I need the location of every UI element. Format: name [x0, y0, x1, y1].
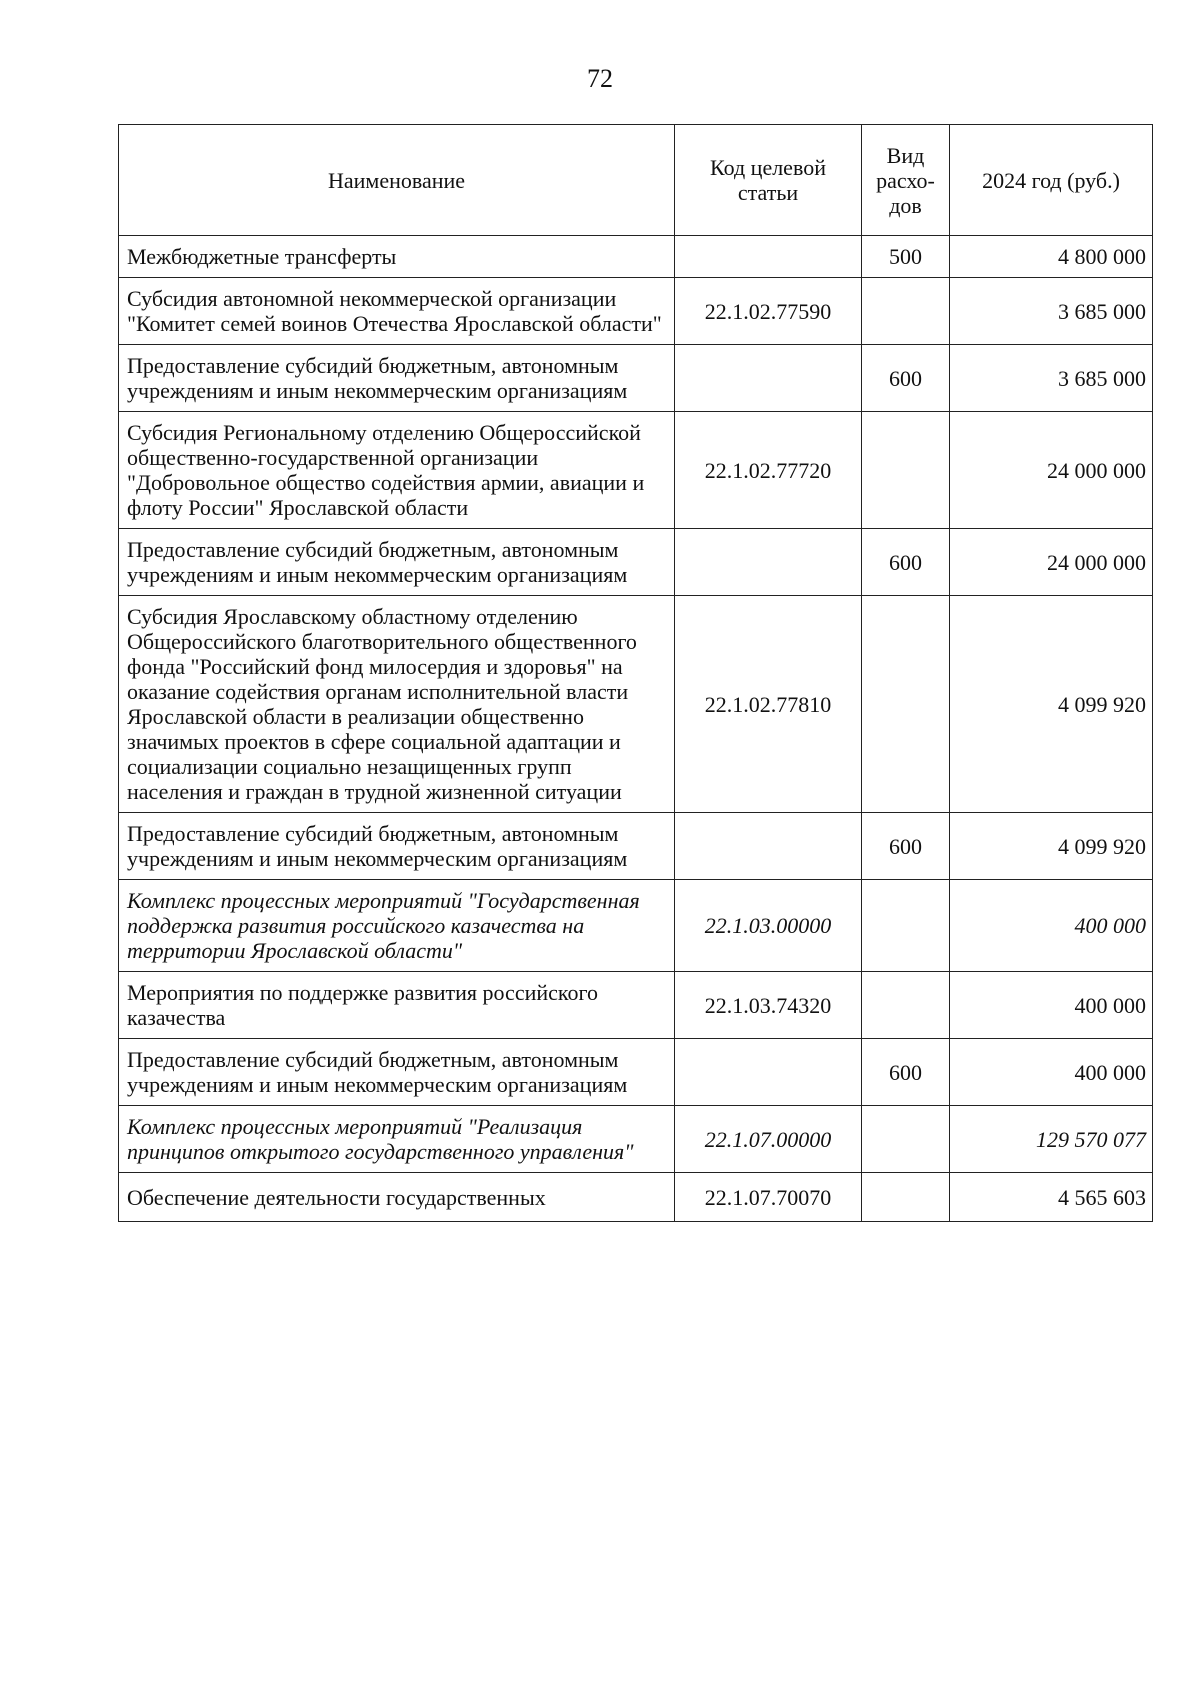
- row-name: Субсидия Ярославскому областному отделению Общероссийского благотворительного общественного фонда "Российский фонд милосердия и здоровья" на оказание содействия органам исполнительной власти Ярославской области в реализации общественно значимых проектов в сфере социальной адаптации и социализации социально незащищенных групп населения и граждан в трудной жизненной ситуации: [119, 596, 675, 813]
- row-code: 22.1.07.70070: [675, 1173, 862, 1222]
- row-kind: 600: [862, 813, 950, 880]
- row-kind: [862, 880, 950, 972]
- table-row: [119, 236, 1153, 278]
- row-name: Предоставление субсидий бюджетным, автономным учреждениям и иным некоммерческим организациям: [119, 1039, 675, 1106]
- row-code: 22.1.03.74320: [675, 972, 862, 1039]
- row-code: [675, 345, 862, 412]
- row-name: Предоставление субсидий бюджетным, автономным учреждениям и иным некоммерческим организациям: [119, 813, 675, 880]
- row-amount: 4 099 920: [950, 813, 1153, 880]
- row-kind: 600: [862, 1039, 950, 1106]
- row-kind: 600: [862, 345, 950, 412]
- table-header: [119, 125, 1153, 236]
- row-name: Обеспечение деятельности государственных: [119, 1173, 675, 1222]
- row-kind: [862, 596, 950, 813]
- row-code: 22.1.07.00000: [675, 1106, 862, 1173]
- row-kind: 600: [862, 529, 950, 596]
- row-code: [675, 236, 862, 278]
- row-name: Предоставление субсидий бюджетным, автономным учреждениям и иным некоммерческим организациям: [119, 345, 675, 412]
- row-amount: 24 000 000: [950, 529, 1153, 596]
- header-amount: 2024 год (руб.): [950, 125, 1153, 236]
- row-name: Комплекс процессных мероприятий "Реализация принципов открытого государственного управления": [119, 1106, 675, 1173]
- table-body: [119, 236, 1153, 1222]
- row-code: [675, 1039, 862, 1106]
- row-code: 22.1.03.00000: [675, 880, 862, 972]
- table-row: [119, 813, 1153, 880]
- table-row: [119, 596, 1153, 813]
- row-amount: 4 099 920: [950, 596, 1153, 813]
- header-row: [119, 125, 1153, 236]
- row-amount: 400 000: [950, 1039, 1153, 1106]
- header-name: Наименование: [119, 125, 675, 236]
- row-amount: 129 570 077: [950, 1106, 1153, 1173]
- row-amount: 24 000 000: [950, 412, 1153, 529]
- row-name: Субсидия автономной некоммерческой организации "Комитет семей воинов Отечества Ярославской области": [119, 278, 675, 345]
- row-name: Субсидия Региональному отделению Общероссийской общественно-государственной организации "Добровольное общество содействия армии, авиации и флоту России" Ярославской области: [119, 412, 675, 529]
- row-name: Предоставление субсидий бюджетным, автономным учреждениям и иным некоммерческим организациям: [119, 529, 675, 596]
- row-name: Комплекс процессных мероприятий "Государственная поддержка развития российского казачества на территории Ярославской области": [119, 880, 675, 972]
- row-amount: 3 685 000: [950, 278, 1153, 345]
- row-amount: 4 565 603: [950, 1173, 1153, 1222]
- row-kind: [862, 972, 950, 1039]
- table-row: [119, 278, 1153, 345]
- row-kind: [862, 278, 950, 345]
- row-amount: 400 000: [950, 972, 1153, 1039]
- row-code: [675, 813, 862, 880]
- row-code: 22.1.02.77590: [675, 278, 862, 345]
- row-code: 22.1.02.77810: [675, 596, 862, 813]
- table-row: [119, 1106, 1153, 1173]
- table-row: [119, 529, 1153, 596]
- row-code: [675, 529, 862, 596]
- table-row: [119, 345, 1153, 412]
- row-kind: [862, 412, 950, 529]
- table-row: [119, 1173, 1153, 1222]
- row-kind: [862, 1106, 950, 1173]
- row-name: Межбюджетные трансферты: [119, 236, 675, 278]
- row-kind: 500: [862, 236, 950, 278]
- budget-table: [118, 124, 1153, 1222]
- table-row: [119, 972, 1153, 1039]
- row-name: Мероприятия по поддержке развития российского казачества: [119, 972, 675, 1039]
- row-kind: [862, 1173, 950, 1222]
- row-amount: 400 000: [950, 880, 1153, 972]
- table-row: [119, 880, 1153, 972]
- header-kind: Вид расхо-дов: [862, 125, 950, 236]
- table-row: [119, 1039, 1153, 1106]
- header-code: Код целевой статьи: [675, 125, 862, 236]
- row-code: 22.1.02.77720: [675, 412, 862, 529]
- page-number: 72: [587, 64, 613, 93]
- row-amount: 3 685 000: [950, 345, 1153, 412]
- table-row: [119, 412, 1153, 529]
- row-amount: 4 800 000: [950, 236, 1153, 278]
